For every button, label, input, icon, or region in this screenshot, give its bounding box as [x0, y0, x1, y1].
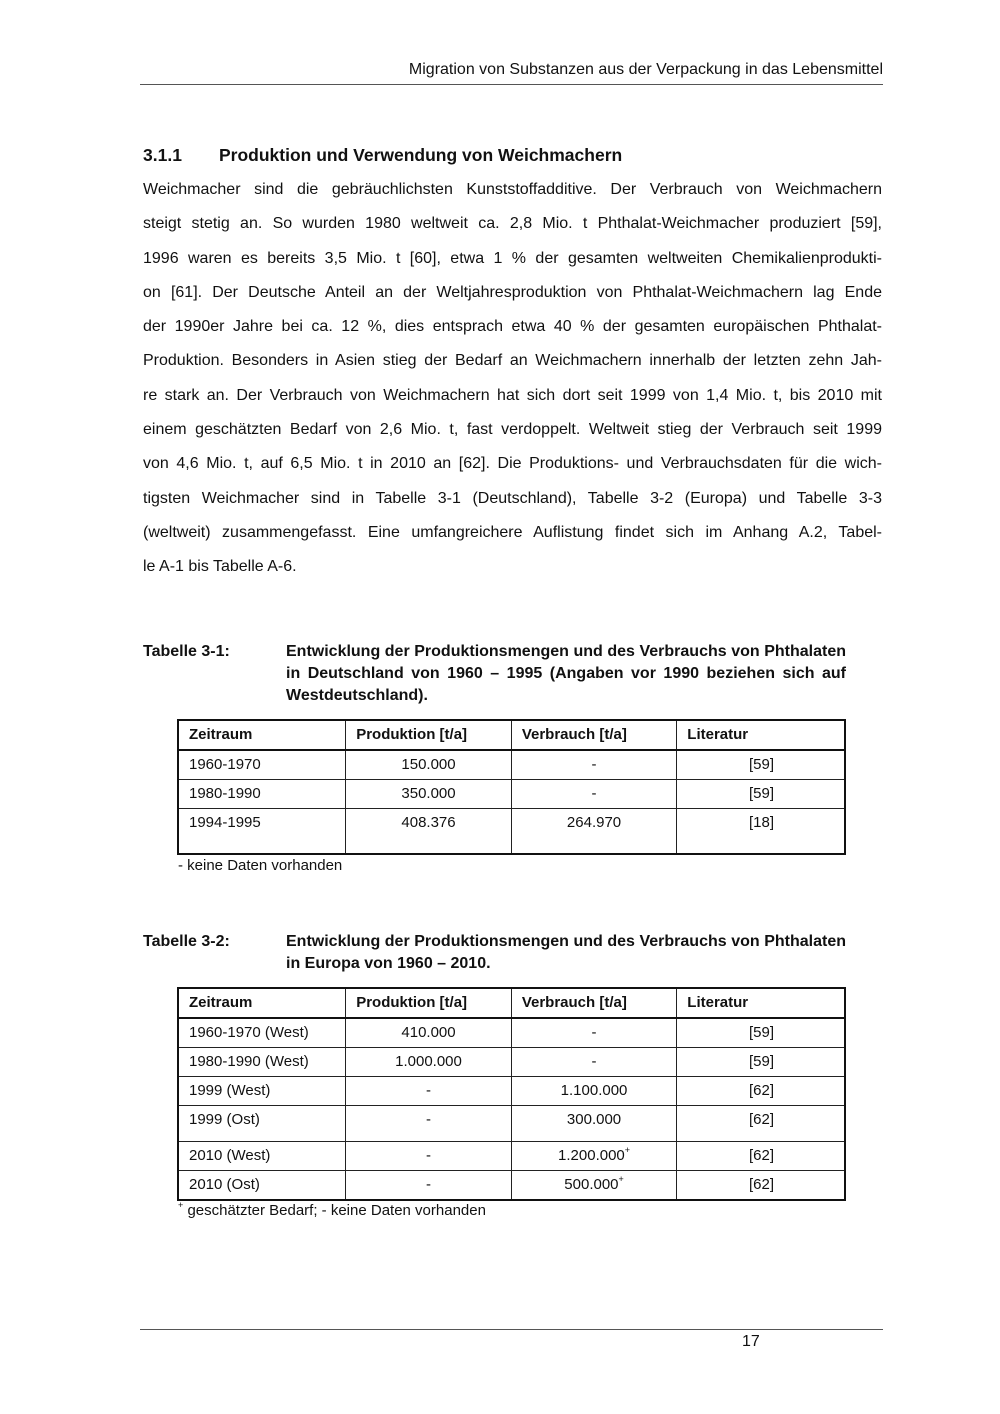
paragraph-line: von 4,6 Mio. t, auf 6,5 Mio. t in 2010 an [62]. Die Produktions- und Verbrauchsdaten für die wich-	[143, 455, 882, 473]
cell-value: -	[426, 1147, 432, 1164]
footer-rule	[140, 1329, 883, 1330]
cell-literatur	[677, 1171, 845, 1201]
section-heading	[143, 145, 622, 166]
cell-produktion	[346, 809, 512, 855]
table-row	[178, 1077, 845, 1106]
cell-value: 1980-1990	[189, 785, 261, 802]
cell-produktion	[346, 1106, 512, 1142]
cell-literatur	[677, 1048, 845, 1077]
cell-zeitraum	[178, 1106, 346, 1142]
cell-value: [62]	[748, 1176, 774, 1193]
table-row	[178, 780, 845, 809]
paragraph-line: tigsten Weichmacher sind in Tabelle 3-1 (Deutschland), Tabelle 3-2 (Europa) und Tabelle 3-3	[143, 489, 882, 507]
table-row	[178, 1018, 845, 1048]
cell-value: 1.100.000	[560, 1082, 628, 1099]
cell-value: [59]	[748, 1024, 774, 1041]
cell-value: 1980-1990 (West)	[189, 1053, 309, 1070]
cell-value: -	[426, 1111, 432, 1128]
cell-value: 410.000	[401, 1024, 456, 1041]
cell-verbrauch	[511, 1171, 676, 1201]
cell-zeitraum	[178, 750, 346, 780]
paragraph-line: re stark an. Der Verbrauch von Weichmachern hat sich dort seit 1999 von 1,4 Mio. t, bis 2010 mit	[143, 386, 882, 404]
cell-value: 1994-1995	[189, 814, 261, 831]
column-header: Produktion [t/a]	[346, 988, 512, 1018]
table1-caption	[143, 641, 846, 707]
table-row	[178, 1142, 845, 1171]
cell-value: 1960-1970	[189, 756, 261, 773]
table2-note-text: geschätzter Bedarf; - keine Daten vorhanden	[187, 1202, 486, 1219]
column-header: Verbrauch [t/a]	[511, 988, 676, 1018]
cell-value: [59]	[748, 785, 774, 802]
cell-value: 2010 (West)	[189, 1147, 271, 1164]
cell-verbrauch	[511, 1048, 676, 1077]
paragraph-line: steigt stetig an. So wurden 1980 weltweit ca. 2,8 Mio. t Phthalat-Weichmacher produziert [59],	[143, 215, 882, 233]
cell-produktion	[346, 780, 512, 809]
cell-literatur	[677, 809, 845, 855]
cell-value: 1999 (Ost)	[189, 1111, 260, 1128]
cell-value: 264.970	[566, 814, 622, 831]
table-row	[178, 1106, 845, 1142]
body-paragraph	[143, 178, 882, 590]
table-row	[178, 809, 845, 855]
cell-value: 350.000	[401, 785, 456, 802]
paragraph-line: 1996 waren es bereits 3,5 Mio. t [60], etwa 1 % der gesamten weltweiten Chemikalienprodukti-	[143, 249, 882, 267]
cell-value: -	[426, 1176, 432, 1193]
cell-value: 300.000	[566, 1111, 622, 1128]
cell-value: [59]	[748, 1053, 774, 1070]
paragraph-line: Produktion. Besonders in Asien stieg der Bedarf an Weichmachern innerhalb der letzten zehn Jah-	[143, 352, 882, 370]
cell-produktion	[346, 750, 512, 780]
section-title: Produktion und Verwendung von Weichmachern	[219, 145, 623, 165]
cell-value: 408.376	[401, 814, 456, 831]
table1-label: Tabelle 3-1:	[143, 643, 230, 660]
column-header: Zeitraum	[178, 988, 346, 1018]
cell-value: -	[591, 756, 597, 773]
table2-note	[178, 1202, 486, 1219]
table-header-row	[178, 988, 845, 1018]
cell-value: [62]	[748, 1111, 774, 1128]
cell-value: 1.200.000	[558, 1147, 625, 1164]
cell-value: 1.000.000	[395, 1053, 462, 1070]
table-row	[178, 1171, 845, 1201]
cell-value: 150.000	[401, 756, 456, 773]
cell-produktion	[346, 1142, 512, 1171]
cell-produktion	[346, 1077, 512, 1106]
column-header: Produktion [t/a]	[346, 720, 512, 750]
cell-zeitraum	[178, 1018, 346, 1048]
cell-literatur	[677, 780, 845, 809]
page-number: 17	[742, 1333, 760, 1350]
cell-literatur	[677, 1018, 845, 1048]
table1-note: - keine Daten vorhanden	[178, 857, 343, 874]
cell-verbrauch	[511, 1018, 676, 1048]
cell-verbrauch	[511, 750, 676, 780]
cell-zeitraum	[178, 780, 346, 809]
cell-value: 1960-1970 (West)	[189, 1024, 309, 1041]
cell-value: -	[591, 1024, 597, 1041]
paragraph-line: le A-1 bis Tabelle A-6.	[143, 558, 297, 576]
table1-caption-text: Entwicklung der Produktionsmengen und des Verbrauchs von Phthalaten in Deutschland von 1960 – 1995 (Angaben vor 1990 beziehen sich auf Westdeutschland).	[286, 643, 846, 704]
cell-literatur	[677, 1106, 845, 1142]
paragraph-line: einem geschätzten Bedarf von 2,6 Mio. t, fast verdoppelt. Weltweit stieg der Verbrauch seit 1999	[143, 421, 882, 439]
cell-value: [62]	[748, 1147, 774, 1164]
estimate-mark: +	[178, 1200, 184, 1210]
cell-zeitraum	[178, 1171, 346, 1201]
cell-zeitraum	[178, 1077, 346, 1106]
paragraph-line: der 1990er Jahre bei ca. 12 %, dies entsprach etwa 40 % der gesamten europäischen Phthalat-	[143, 318, 882, 336]
table-germany	[177, 719, 846, 855]
table2-caption-text: Entwicklung der Produktionsmengen und des Verbrauchs von Phthalaten in Europa von 1960 – 2010.	[286, 933, 846, 972]
cell-value: [59]	[748, 756, 774, 773]
paragraph-line: on [61]. Der Deutsche Anteil an der Weltjahresproduktion von Phthalat-Weichmachern lag Ende	[143, 283, 882, 301]
cell-value: 2010 (Ost)	[189, 1176, 260, 1193]
header-rule	[140, 84, 883, 85]
cell-produktion	[346, 1018, 512, 1048]
column-header: Literatur	[677, 720, 845, 750]
cell-produktion	[346, 1171, 512, 1201]
table-row	[178, 750, 845, 780]
estimate-mark: +	[618, 1174, 624, 1184]
cell-value: [18]	[748, 814, 774, 831]
table-row	[178, 1048, 845, 1077]
cell-zeitraum	[178, 809, 346, 855]
cell-literatur	[677, 1142, 845, 1171]
column-header: Verbrauch [t/a]	[511, 720, 676, 750]
cell-value: -	[426, 1082, 432, 1099]
cell-verbrauch	[511, 1106, 676, 1142]
table2-caption	[143, 931, 846, 975]
paragraph-line: Weichmacher sind die gebräuchlichsten Kunststoffadditive. Der Verbrauch von Weichmachern	[143, 181, 882, 198]
cell-value: -	[591, 1053, 597, 1070]
cell-verbrauch	[511, 1142, 676, 1171]
table-header-row	[178, 720, 845, 750]
cell-verbrauch	[511, 1077, 676, 1106]
cell-literatur	[677, 1077, 845, 1106]
section-number: 3.1.1	[143, 145, 182, 165]
cell-value: 500.000	[564, 1176, 619, 1193]
cell-value: -	[591, 785, 597, 802]
cell-value: 1999 (West)	[189, 1082, 271, 1099]
column-header: Zeitraum	[178, 720, 346, 750]
table2-label: Tabelle 3-2:	[143, 933, 230, 950]
cell-literatur	[677, 750, 845, 780]
cell-produktion	[346, 1048, 512, 1077]
cell-verbrauch	[511, 809, 676, 855]
column-header: Literatur	[677, 988, 845, 1018]
estimate-mark: +	[624, 1145, 631, 1155]
cell-zeitraum	[178, 1142, 346, 1171]
table-europe	[177, 987, 846, 1201]
paragraph-line: (weltweit) zusammengefasst. Eine umfangreichere Auflistung findet sich im Anhang A.2, Tabel-	[143, 523, 882, 541]
running-header: Migration von Substanzen aus der Verpackung in das Lebensmittel	[408, 61, 883, 78]
cell-verbrauch	[511, 780, 676, 809]
cell-value: [62]	[748, 1082, 774, 1099]
cell-zeitraum	[178, 1048, 346, 1077]
